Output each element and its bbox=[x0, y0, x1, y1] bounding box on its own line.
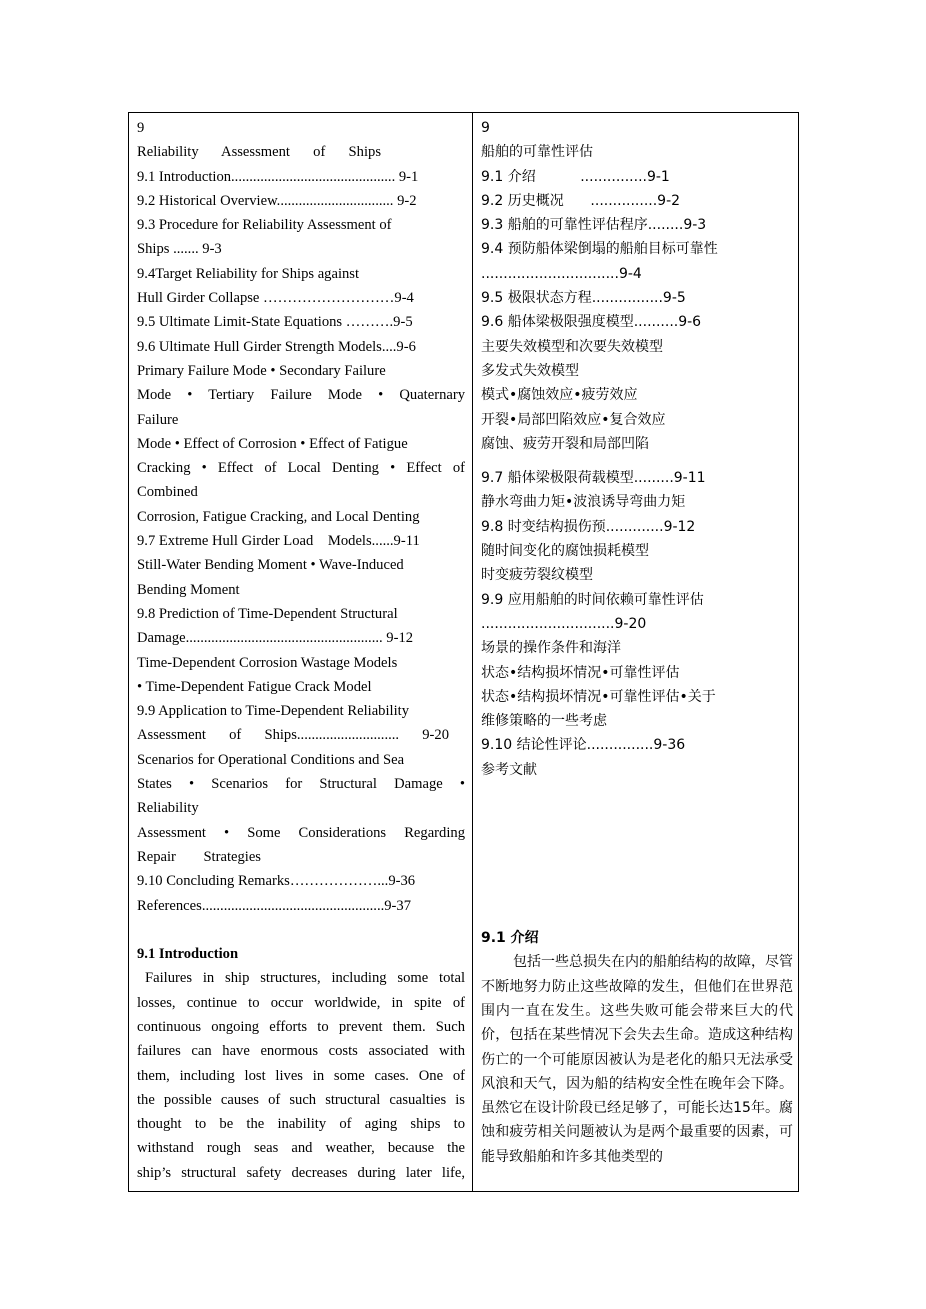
toc-line: Failure bbox=[137, 411, 179, 428]
toc-line: 模式•腐蚀效应•疲劳效应 bbox=[481, 387, 638, 404]
toc-line: Repair Strategies bbox=[137, 848, 261, 865]
toc-line: 9.10 Concluding Remarks………………...9-36 bbox=[137, 873, 416, 890]
paragraph-line: Failures in ship structures, including some total bbox=[145, 970, 465, 987]
toc-line: Time-Dependent Corrosion Wastage Models bbox=[137, 654, 398, 671]
paragraph-line: losses, continue to occur worldwide, in spite of bbox=[137, 994, 465, 1011]
toc-line: 9.5 极限状态方程................9-5 bbox=[481, 290, 686, 307]
paragraph-line: ship’s structural safety decreases during later life, bbox=[137, 1164, 465, 1181]
chapter-title: Reliability Assessment of Ships bbox=[137, 144, 381, 161]
toc-line: • Time-Dependent Fatigue Crack Model bbox=[137, 678, 372, 695]
paragraph-line: the possible causes of such structural casualties is bbox=[137, 1091, 465, 1108]
toc-line: Ships ....... 9-3 bbox=[137, 241, 222, 258]
paragraph-line: thought to be the inability of aging ships to bbox=[137, 1116, 465, 1133]
toc-line: Still-Water Bending Moment • Wave-Induced bbox=[137, 557, 404, 574]
toc-line: Cracking • Effect of Local Denting • Effect of bbox=[137, 460, 465, 477]
table-of-contents-continued bbox=[481, 466, 793, 782]
section-heading: 9.1 介绍 bbox=[481, 930, 539, 947]
toc-line: 场景的操作条件和海洋 bbox=[481, 640, 621, 657]
toc-line: 9.10 结论性评论...............9-36 bbox=[481, 737, 686, 754]
english-column bbox=[137, 116, 465, 1185]
toc-line: 状态•结构损坏情况•可靠性评估•关于 bbox=[481, 688, 716, 705]
column-divider bbox=[472, 113, 473, 1191]
toc-line: Combined bbox=[137, 484, 198, 501]
table-of-contents bbox=[137, 165, 465, 918]
toc-line: 随时间变化的腐蚀损耗模型 bbox=[481, 543, 649, 560]
toc-line: Assessment of Ships............................ 9-20 bbox=[137, 727, 449, 744]
toc-line: 9.7 船体梁极限荷载模型.........9-11 bbox=[481, 470, 706, 487]
toc-line: Assessment • Some Considerations Regarding bbox=[137, 824, 465, 841]
section-heading: 9.1 Introduction bbox=[137, 946, 239, 963]
toc-line: Mode • Effect of Corrosion • Effect of Fatigue bbox=[137, 435, 408, 452]
toc-line: 静水弯曲力矩•波浪诱导弯曲力矩 bbox=[481, 494, 686, 511]
table-of-contents bbox=[481, 165, 793, 457]
toc-line: 9.4 预防船体梁倒塌的船舶目标可靠性 bbox=[481, 241, 718, 258]
toc-line: ..............................9-20 bbox=[481, 615, 647, 632]
chinese-column bbox=[481, 116, 793, 1169]
toc-line: 9.1 介绍 ...............9-1 bbox=[481, 168, 670, 185]
toc-line: 9.9 应用船舶的时间依赖可靠性评估 bbox=[481, 591, 704, 608]
body-paragraph bbox=[137, 966, 465, 1185]
toc-line: 9.3 Procedure for Reliability Assessment of bbox=[137, 217, 392, 234]
toc-line: 9.2 Historical Overview................................ 9-2 bbox=[137, 192, 417, 209]
toc-line: 开裂•局部凹陷效应•复合效应 bbox=[481, 411, 666, 428]
toc-line: 腐蚀、疲劳开裂和局部凹陷 bbox=[481, 435, 649, 452]
toc-line: Damage...................................................... 9-12 bbox=[137, 630, 414, 647]
chapter-title: 船舶的可靠性评估 bbox=[481, 144, 593, 161]
toc-line: 维修策略的一些考虑 bbox=[481, 713, 607, 730]
toc-line: 9.4Target Reliability for Ships against bbox=[137, 265, 360, 282]
chapter-number: 9 bbox=[137, 120, 145, 136]
toc-line: 9.2 历史概况 ...............9-2 bbox=[481, 192, 681, 209]
toc-line: References..................................................9-37 bbox=[137, 897, 411, 914]
toc-line: 9.7 Extreme Hull Girder Load Models......9-11 bbox=[137, 533, 420, 550]
translation-table bbox=[128, 112, 799, 1192]
chapter-number: 9 bbox=[481, 120, 490, 136]
toc-line: 9.3 船舶的可靠性评估程序........9-3 bbox=[481, 217, 707, 234]
toc-line: 9.9 Application to Time-Dependent Reliability bbox=[137, 703, 409, 720]
toc-line: Primary Failure Mode • Secondary Failure bbox=[137, 362, 386, 379]
toc-line: Reliability bbox=[137, 800, 199, 817]
toc-line: 9.5 Ultimate Limit-State Equations ……….9-5 bbox=[137, 314, 413, 331]
paragraph-line: continuous ongoing efforts to prevent them. Such bbox=[137, 1018, 465, 1035]
toc-line: 9.8 Prediction of Time-Dependent Structural bbox=[137, 605, 398, 622]
toc-line: 9.8 时变结构损伤预.............9-12 bbox=[481, 518, 696, 535]
body-paragraph: 包括一些总损失在内的船舶结构的故障，尽管不断地努力防止这些故障的发生，但他们在世界范围内一直在发生。这些失败可能会带来巨大的代价，包括在某些情况下会失去生命。造成这种结构伤亡的一个可能原因被认为是老化的船只无法承受风浪和天气，因为船的结构安全性在晚年会下降。虽然它在设计阶段已经足够了，可能长达15年。腐蚀和疲劳相关问题被认为是两个最重要的因素，可能导致船舶和许多其他类型的 bbox=[481, 954, 793, 1165]
paragraph-line: failures can have enormous costs associated with bbox=[137, 1043, 465, 1060]
toc-line: Corrosion, Fatigue Cracking, and Local Denting bbox=[137, 508, 420, 525]
toc-line: 9.6 Ultimate Hull Girder Strength Models....9-6 bbox=[137, 338, 416, 355]
toc-line: States • Scenarios for Structural Damage • bbox=[137, 776, 465, 793]
toc-line: 参考文献 bbox=[481, 761, 537, 778]
toc-line: Bending Moment bbox=[137, 581, 240, 598]
toc-line: 状态•结构损坏情况•可靠性评估 bbox=[481, 664, 680, 681]
toc-line: 9.1 Introduction............................................. 9-1 bbox=[137, 168, 419, 185]
toc-line: Mode • Tertiary Failure Mode • Quaternary bbox=[137, 387, 465, 404]
toc-line: 9.6 船体梁极限强度模型..........9-6 bbox=[481, 314, 702, 331]
toc-line: Scenarios for Operational Conditions and Sea bbox=[137, 751, 405, 768]
toc-line: 多发式失效模型 bbox=[481, 362, 579, 379]
toc-line: 主要失效模型和次要失效模型 bbox=[481, 338, 663, 355]
paragraph-line: withstand rough seas and weather, because the bbox=[137, 1140, 465, 1157]
toc-line: ...............................9-4 bbox=[481, 265, 642, 282]
paragraph-line: them, including lost lives in some cases. One of bbox=[137, 1067, 465, 1084]
toc-line: Hull Girder Collapse ………………………9-4 bbox=[137, 290, 414, 307]
toc-line: 时变疲劳裂纹模型 bbox=[481, 567, 593, 584]
